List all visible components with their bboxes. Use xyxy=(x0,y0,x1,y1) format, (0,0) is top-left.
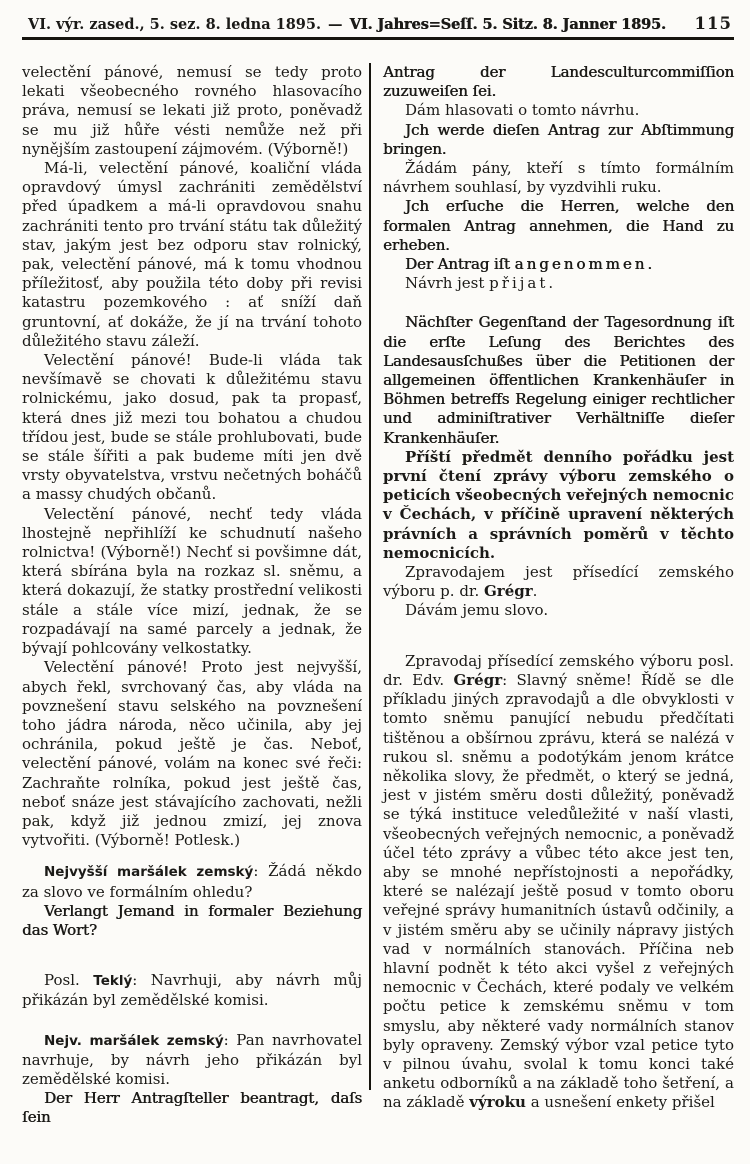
text-columns xyxy=(22,63,734,1128)
czech-session-date: VI. výr. zased., 5. sez. 8. ledna 1895. xyxy=(28,16,322,33)
paragraph-czech xyxy=(22,505,362,659)
paragraph-czech xyxy=(383,652,734,1113)
text-segment: Dám hlasovati o tomto návrhu. xyxy=(405,101,640,120)
text-segment: výroku xyxy=(469,1093,526,1112)
paragraph-german xyxy=(383,121,734,159)
text-segment: . xyxy=(548,274,554,293)
speaker-name: Nejv. maršálek zemský xyxy=(44,1032,224,1049)
left-column xyxy=(22,63,369,1128)
paragraph-german xyxy=(383,255,734,274)
paragraph-czech xyxy=(22,1031,362,1090)
text-segment: Jch erſuche die Herren, welche den formalen Antrag annehmen, die Hand zu erheben. xyxy=(383,197,734,254)
paragraph-czech xyxy=(22,159,362,351)
paragraph-german xyxy=(22,902,362,940)
paragraph-czech xyxy=(22,658,362,850)
text-segment: Verlangt Jemand in formaler Beziehung das Wort? xyxy=(22,901,362,939)
speaker-name: Teklý xyxy=(93,973,133,990)
text-segment: Velectění pánové! Bude-li vláda tak nevšímavě se chovati k důležitému stavu rolnickému, jako dosud, pak ta propasť, která dnes již mezi tou bohatou a chudou třídou jest, bude se stále prohlubovati, bude se stále šířiti a pak budeme míti jen dvě vrsty obyvatelstva, vrstvu nečetných boháčů a massy chudých občanů. xyxy=(22,351,362,504)
text-segment: přijat xyxy=(489,274,549,293)
paragraph-czech xyxy=(22,862,362,901)
session-header xyxy=(22,10,734,35)
paragraph-german xyxy=(383,63,734,101)
right-column xyxy=(371,63,734,1128)
text-segment: Grégr xyxy=(483,582,533,601)
paragraph-czech xyxy=(383,563,734,601)
header-rule xyxy=(22,37,734,40)
text-segment: Žádám pány, kteří s tímto formálním návrhem souhlasí, by vyzdvihli ruku. xyxy=(383,159,734,197)
text-segment: . xyxy=(532,582,538,601)
text-segment: a usnešení enkety přišel xyxy=(525,1093,715,1112)
paragraph-czech xyxy=(22,63,362,159)
text-segment: Nächſter Gegenſtand der Tagesordnung iſt die erſte Leſung des Berichtes des Landesausſchußes über die Petitionen der allgemeinen öffentlichen Krankenhäuſer in Böhmen betreffs Regelung einiger rechtlicher und adminiſtrativer Verhältniſſe dieſer Krankenhäuſer. xyxy=(383,313,734,447)
paragraph-german xyxy=(383,197,734,255)
text-segment: : Slavný sněme! Řídě se dle příkladu jiných zpravodajů a dle obvyklosti v tomto sněmu panující nebudu předčítati tištěnou a obšírnou zprávu, která se nalézá v rukou sl. sněmu a podotýkám jenom krátce několika slovy, že předmět, o který se jedná, jest v jistém směru dosti důležitý, poněvadž se týká instituce veledůležité v naší vlasti, všeobecných veřejných nemocnic, a poněvadž účel této zprávy a vůbec této akce jest ten, aby se mnohé nepřístojnosti a nepořádky, které se nalézají ještě posud v tomto oboru veřejné správy humanitních ústavů odčinily, a v jistém směru aby se učinily nápravy jistých vad v normálních stanovách. Příčina neb hlavní podnět k této akci vyšel z veřejných nemocnic v Čechách, které podaly ve velkém počtu petice k zemskému sněmu v tom smyslu, aby některé vady normálních stanov byly opraveny. Zemský výbor vzal petice tyto v pilnou úvahu, svolal k tomu konci také anketu odborníků a na základě toho šetření, a na základě xyxy=(383,670,734,1112)
paragraph-czech xyxy=(22,971,362,1010)
text-segment: Antrag der Landesculturcommiſſion zuzuweiſen ſei. xyxy=(383,63,734,101)
paragraph-czech xyxy=(383,159,734,197)
text-segment: Zpravodajem jest přísedící zemského výboru p. dr. xyxy=(383,563,734,601)
text-segment: Velectění pánové, nechť tedy vláda lhostejně nepřihlíží ke schudnutí našeho rolnictva! (Výborně!) Nechť si povšimne dát, která sbírána byla na rozkaz sl. sněmu, a která dokazují, že statky prostřední velikosti stále a stále více mizí, jednak, že se rozpadávají na samé parcely a jednak, že bývají pohlcovány velkostatky. xyxy=(22,504,362,658)
text-segment: Posl. xyxy=(44,971,94,990)
text-segment: . xyxy=(647,255,652,274)
german-session-date: VI. Jahres=Seſſ. 5. Sitz. 8. Janner 1895. xyxy=(349,16,666,33)
text-segment: Dávám jemu slovo. xyxy=(405,601,549,620)
text-segment: angenommen xyxy=(514,255,648,274)
header-separator: — xyxy=(328,16,343,33)
paragraph-czech xyxy=(383,448,734,563)
text-segment: Der Herr Antragſteller beantragt, daſs ſein xyxy=(22,1089,362,1127)
text-segment: Der Antrag iſt xyxy=(405,255,515,274)
paragraph-czech xyxy=(383,601,734,620)
text-segment: Návrh jest xyxy=(405,274,490,293)
paragraph-czech xyxy=(383,274,734,293)
text-segment: Velectění pánové! Proto jest nejvyšší, abych řekl, svrchovaný čas, aby vláda na povznešení stavu selského na povznešení toho jádra národa, něco učinila, aby jej ochránila, pokud ještě je čas. Neboť, velectění pánové, volám na konec své řeči: Zachraňte rolníka, pokud jest ještě čas, neboť snáze jest stávajícího zachovati, nežli pak, když již jednou zmizí, jej znova vytvořiti. (Výborně! Potlesk.) xyxy=(22,658,362,850)
paragraph-czech xyxy=(383,101,734,120)
text-segment: : Navrhuji, aby návrh můj přikázán byl zemědělské komisi. xyxy=(22,971,363,1010)
text-segment: Zpravodaj přísedící zemského výboru posl. dr. Edv. xyxy=(383,651,734,689)
text-segment: Má-li, velectění pánové, koaliční vláda opravdový úmysl zachrániti zemědělství před úpadkem a má-li opravdovou snahu zachrániti tento pro trvání státu tak důležitý stav, jakým jest bez odporu stav rolnický, pak, velectění pánové, má k tomu vhodnou příležitosť, aby použila této doby při revisi katastru pozemkového : ať sníží daň gruntovní, ať dokáže, že jí na trvání tohoto důležitého stavu záleží. xyxy=(22,159,362,350)
text-segment: : Žádá někdo za slovo ve formálním ohledu? xyxy=(22,862,362,901)
paragraph-czech xyxy=(22,351,362,505)
text-segment: Grégr xyxy=(453,670,503,689)
text-segment: : Pan navrhovatel navrhuje, by návrh jeho přikázán byl zemědělské komisi. xyxy=(22,1030,362,1088)
text-segment: Příští předmět denního pořádku jest první čtení zprávy výboru zemského o peticích všeobecných veřejných nemocnic v Čechách, v příčině upravení některých právních a správních poměrů v těchto nemocnicích. xyxy=(383,447,734,562)
text-segment: Jch werde dieſen Antrag zur Abſtimmung bringen. xyxy=(383,120,734,158)
paragraph-german xyxy=(22,1089,362,1127)
text-segment: velectění pánové, nemusí se tedy proto lekati všeobecného rovného hlasovacího práva, nemusí se lekati již proto, poněvadž se mu již hůře vésti nemůže než při nynějším zastoupení zájmovém. (Výborně!) xyxy=(22,63,362,158)
page-number: 115 xyxy=(694,14,732,33)
speaker-name: Nejvyšší maršálek zemský xyxy=(44,864,254,881)
paragraph-german xyxy=(383,313,734,447)
